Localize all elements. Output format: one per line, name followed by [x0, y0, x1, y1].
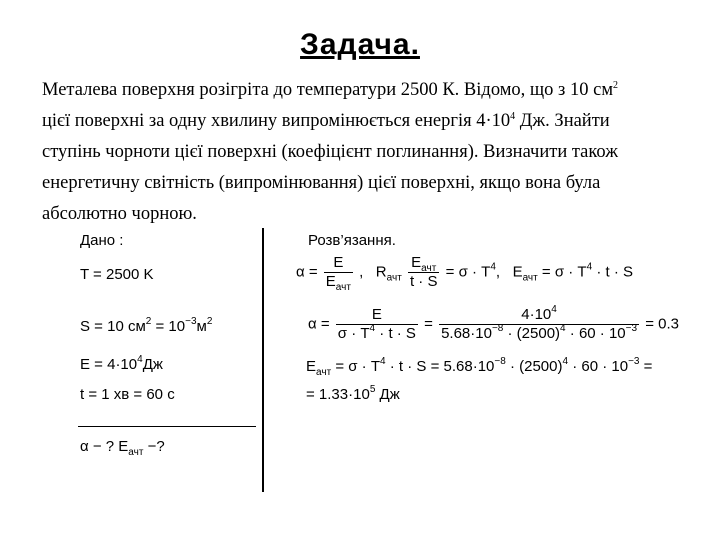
given-energy: $E = 4\cdot 10^4Дж$ [80, 354, 163, 373]
given-area: S = 10 $см^2 = 10^{-3}м^2$ [80, 316, 213, 335]
given-heading: Дано : [80, 232, 124, 249]
problem-line-5: абсолютно чорною. [42, 204, 197, 224]
divider-given [78, 426, 256, 427]
page-title: Задача. [300, 28, 420, 61]
divider-vertical [262, 228, 264, 492]
solution-line-1: α = $\frac{E}{E_{ачт}}$ , $R_{ачт}$ $\frac{E_{ачт}}{t \cdot S}$ = $\sigma \cdot T^4$, $E_{ачт} = \sigma \cdot T^4 \cdot t \cdot S$ [296, 254, 633, 293]
solution-result: = $1.33\cdot 10^5$ Дж [306, 384, 400, 403]
solution-heading: Розв’язання. [308, 232, 396, 249]
problem-statement [42, 75, 687, 230]
solution-line-2: α = $\frac{E}{\sigma \cdot T^4 \cdot t \cdot S}$ = $\frac{4\cdot 10^4}{5.68\cdot 10^{-8} \cdot (2500)^4 \cdot 60 \cdot 10^{-3}}$ = 0.3 [308, 304, 679, 342]
solution-line-3: $E_{ачт} = \sigma \cdot T^4 \cdot t \cdot S = 5.68\cdot 10^{-8} \cdot (2500)^4 \cdot 60 \cdot 10^{-3}$ = [306, 356, 653, 378]
problem-line-3: ступінь чорноти цієї поверхні (коефіцієнт поглинання). Визначити також [42, 142, 619, 162]
problem-line-2: цієї поверхні за одну хвилину випромінюється енергія $4\cdot 10^4$ Дж. Знайти [42, 111, 610, 131]
given-time: t = 1 хв = 60 с [80, 386, 175, 403]
given-temperature: T = 2500 K [80, 266, 154, 283]
problem-line-4: енергетичну світність (випромінювання) цієї поверхні, якщо вона була [42, 173, 601, 193]
problem-line-1: Металева поверхня розігріта до температури 2500 К. Відомо, що з 10 $см^2$ [42, 80, 619, 100]
given-find: α − ? $E_{ачт}$ −? [80, 438, 165, 458]
